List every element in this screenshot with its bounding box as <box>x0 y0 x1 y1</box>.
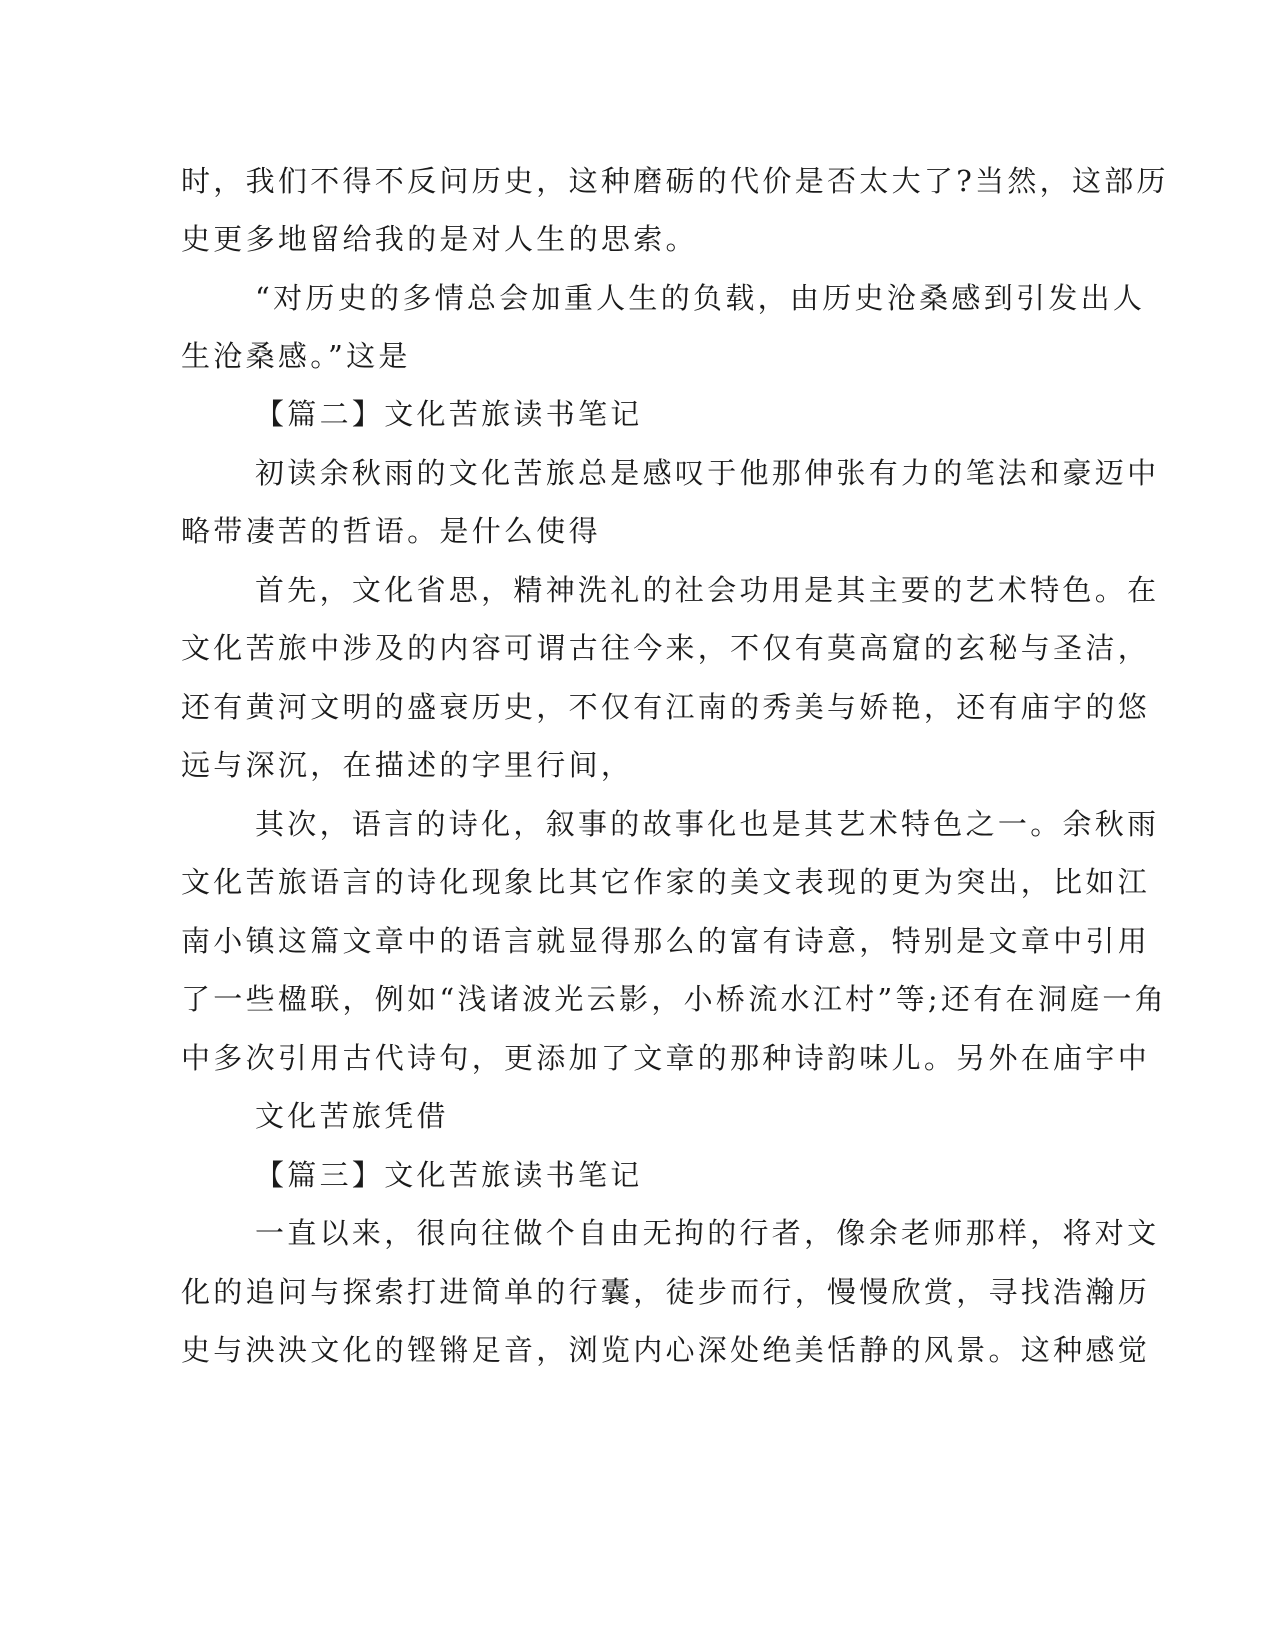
section-heading: 【篇二】文化苦旅读书笔记 <box>255 397 643 431</box>
text-line: 首先，文化省思，精神洗礼的社会功用是其主要的艺术特色。在 <box>255 573 1160 607</box>
text-line: 略带凄苦的哲语。是什么使得 <box>181 514 601 548</box>
text-line: 生沧桑感。”这是 <box>181 339 411 373</box>
text-line: 其次，语言的诗化，叙事的故事化也是其艺术特色之一。余秋雨 <box>255 807 1160 841</box>
text-line: “对历史的多情总会加重人生的负载，由历史沧桑感到引发出人 <box>255 281 1146 315</box>
text-line: 史与泱泱文化的铿锵足音，浏览内心深处绝美恬静的风景。这种感觉 <box>181 1333 1151 1367</box>
text-line: 文化苦旅中涉及的内容可谓古往今来，不仅有莫高窟的玄秘与圣洁， <box>181 631 1151 665</box>
text-line: 南小镇这篇文章中的语言就显得那么的富有诗意，特别是文章中引用 <box>181 924 1151 958</box>
text-line: 一直以来，很向往做个自由无拘的行者，像余老师那样，将对文 <box>255 1216 1160 1250</box>
text-line: 史更多地留给我的是对人生的思索。 <box>181 222 698 256</box>
text-line: 中多次引用古代诗句，更添加了文章的那种诗韵味儿。另外在庙宇中 <box>181 1041 1151 1075</box>
section-heading: 【篇三】文化苦旅读书笔记 <box>255 1158 643 1192</box>
text-line: 时，我们不得不反问历史，这种磨砺的代价是否太大了?当然，这部历 <box>181 164 1169 198</box>
text-line: 化的追问与探索打进简单的行囊，徒步而行，慢慢欣赏，寻找浩瀚历 <box>181 1275 1151 1309</box>
text-line: 初读余秋雨的文化苦旅总是感叹于他那伸张有力的笔法和豪迈中 <box>255 456 1160 490</box>
text-line: 还有黄河文明的盛衰历史，不仅有江南的秀美与娇艳，还有庙宇的悠 <box>181 690 1151 724</box>
text-line: 远与深沉，在描述的字里行间， <box>181 748 634 782</box>
text-line: 文化苦旅语言的诗化现象比其它作家的美文表现的更为突出，比如江 <box>181 865 1151 899</box>
text-line: 文化苦旅凭借 <box>255 1099 449 1133</box>
text-line: 了一些楹联，例如“浅诸波光云影，小桥流水江村”等;还有在洞庭一角 <box>181 982 1168 1016</box>
